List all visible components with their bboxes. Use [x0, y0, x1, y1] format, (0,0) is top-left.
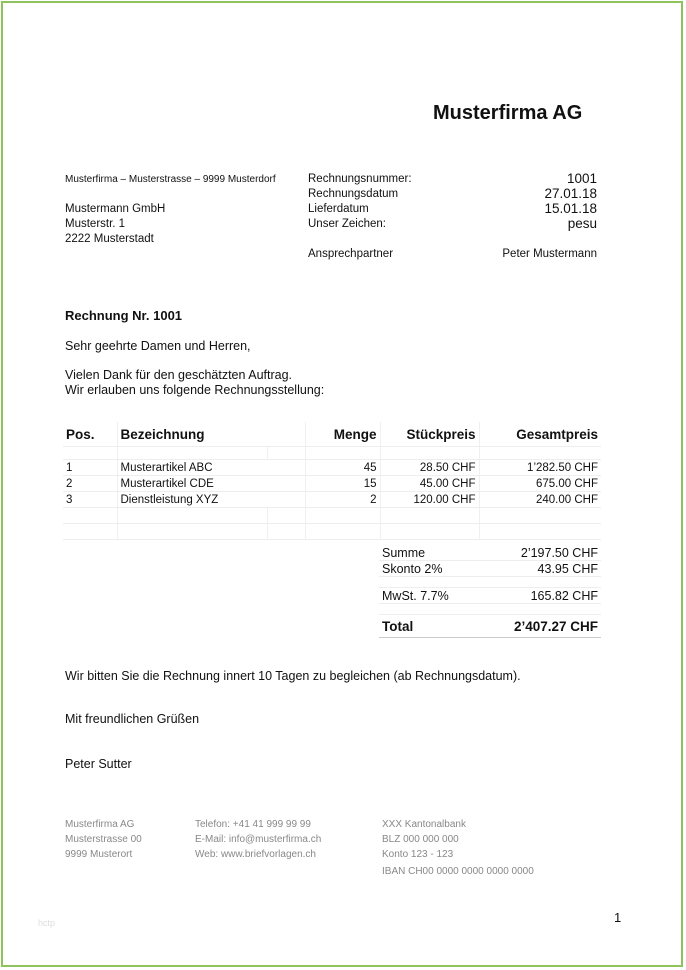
zeichen-value: pesu: [567, 216, 597, 231]
row-menge: 2: [305, 492, 380, 508]
row-stueckpreis: 28.50 CHF: [380, 460, 479, 476]
row-bezeichnung: Musterartikel ABC: [117, 460, 305, 476]
total-value: 2’407.27 CHF: [481, 615, 601, 638]
invoice-title: Rechnung Nr. 1001: [65, 308, 183, 323]
rechnungsdatum-label: Rechnungsdatum: [308, 188, 399, 200]
row-pos: 3: [63, 492, 117, 508]
totals-spacer-row: [379, 577, 601, 588]
total-row: [379, 615, 601, 638]
footer-company: Musterfirma AG: [65, 819, 135, 830]
table-empty-row: [63, 508, 601, 524]
table-header-row: [63, 422, 601, 447]
row-pos: 2: [63, 476, 117, 492]
rechnungsnummer-value: 1001: [566, 171, 597, 186]
company-name: Musterfirma AG: [433, 102, 583, 124]
salutation: Sehr geehrte Damen und Herren,: [65, 339, 251, 353]
recipient-name: Mustermann GmbH: [65, 203, 166, 215]
items-table: [63, 422, 601, 540]
intro-line-1: Vielen Dank für den geschätzten Auftrag.: [65, 368, 293, 382]
footer-phone: Telefon: +41 41 999 99 99: [195, 819, 311, 830]
table-row: [63, 460, 601, 476]
ansprechpartner-value: Peter Mustermann: [502, 248, 597, 260]
summe-value: 2’197.50 CHF: [481, 545, 601, 561]
row-gesamtpreis: 675.00 CHF: [479, 476, 601, 492]
footer-konto: Konto 123 - 123: [382, 849, 454, 860]
lieferdatum-label: Lieferdatum: [308, 203, 369, 215]
row-gesamtpreis: 1’282.50 CHF: [479, 460, 601, 476]
footer-bank: XXX Kantonalbank: [382, 819, 466, 830]
footer-street: Musterstrasse 00: [65, 834, 142, 845]
row-stueckpreis: 120.00 CHF: [380, 492, 479, 508]
row-stueckpreis: 45.00 CHF: [380, 476, 479, 492]
row-menge: 15: [305, 476, 380, 492]
footer-blz: BLZ 000 000 000: [382, 834, 459, 845]
sender-line: Musterfirma – Musterstrasse – 9999 Musterdorf: [65, 174, 276, 185]
row-bezeichnung: Dienstleistung XYZ: [117, 492, 305, 508]
total-label: Total: [379, 615, 481, 638]
row-menge: 45: [305, 460, 380, 476]
footer-web: Web: www.briefvorlagen.ch: [195, 849, 316, 860]
lieferdatum-value: 15.01.18: [544, 201, 597, 216]
footer-email: E-Mail: info@musterfirma.ch: [195, 834, 322, 845]
table-spacer-row: [63, 447, 601, 460]
mwst-label: MwSt. 7.7%: [379, 588, 481, 604]
row-pos: 1: [63, 460, 117, 476]
mwst-row: [379, 588, 601, 604]
header-gesamtpreis: Gesamtpreis: [479, 422, 601, 447]
page-number: 1: [614, 910, 622, 925]
summe-label: Summe: [379, 545, 481, 561]
mwst-value: 165.82 CHF: [481, 588, 601, 604]
closing: Mit freundlichen Grüßen: [65, 712, 200, 726]
row-bezeichnung: Musterartikel CDE: [117, 476, 305, 492]
header-menge: Menge: [305, 422, 380, 447]
ansprechpartner-label: Ansprechpartner: [308, 248, 394, 260]
footer-city: 9999 Musterort: [65, 849, 133, 860]
rechnungsnummer-label: Rechnungsnummer:: [308, 173, 412, 185]
header-pos: Pos.: [63, 422, 117, 447]
row-gesamtpreis: 240.00 CHF: [479, 492, 601, 508]
rechnungsdatum-value: 27.01.18: [544, 186, 597, 201]
skonto-row: [379, 561, 601, 577]
totals-spacer-row: [379, 604, 601, 615]
header-stueckpreis: Stückpreis: [380, 422, 479, 447]
skonto-label: Skonto 2%: [379, 561, 481, 577]
summe-row: [379, 545, 601, 561]
watermark: hctp: [38, 918, 56, 928]
skonto-value: 43.95 CHF: [481, 561, 601, 577]
header-bezeichnung: Bezeichnung: [117, 422, 305, 447]
payment-note: Wir bitten Sie die Rechnung innert 10 Tagen zu begleichen (ab Rechnungsdatum).: [65, 669, 521, 683]
totals-table: [379, 545, 601, 638]
table-empty-row: [63, 524, 601, 540]
footer-iban: IBAN CH00 0000 0000 0000 0000: [382, 866, 534, 877]
table-row: [63, 492, 601, 508]
table-row: [63, 476, 601, 492]
signature-name: Peter Sutter: [65, 757, 132, 771]
zeichen-label: Unser Zeichen:: [308, 218, 386, 230]
recipient-street: Musterstr. 1: [65, 218, 126, 230]
recipient-city: 2222 Musterstadt: [65, 233, 154, 245]
intro-line-2: Wir erlauben uns folgende Rechnungsstellung:: [65, 383, 325, 397]
